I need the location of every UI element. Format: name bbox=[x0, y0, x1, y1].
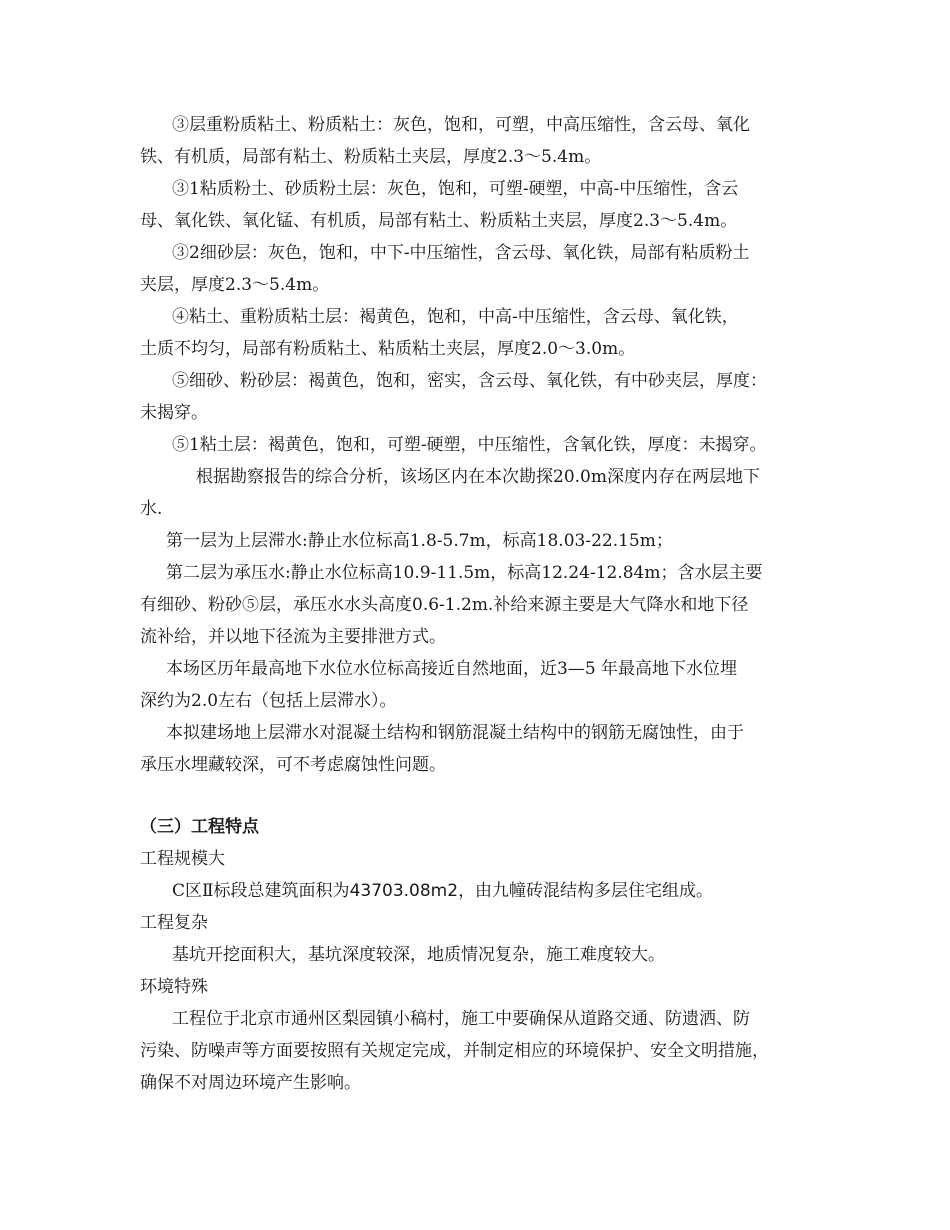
groundwater-layer2-line3: 流补给，并以地下径流为主要排泄方式。 bbox=[140, 627, 446, 647]
feature-env-line3: 确保不对周边环境产生影响。 bbox=[140, 1073, 361, 1093]
groundwater-history-line1: 本场区历年最高地下水位水位标高接近自然地面，近3—5 年最高地下水位埋 bbox=[166, 659, 738, 679]
groundwater-corrosion-line1: 本拟建场地上层滞水对混凝土结构和钢筋混凝土结构中的钢筋无腐蚀性，由于 bbox=[166, 723, 744, 743]
layer3-line2: 铁、有机质，局部有粘土、粉质粘土夹层，厚度2.3～5.4m。 bbox=[140, 147, 602, 167]
layer3-1-line1: ③1粘质粉土、砂质粉土层：灰色，饱和，可塑-硬塑，中高-中压缩性，含云 bbox=[172, 179, 739, 199]
feature-scale-suffix: ，由九幢砖混结构多层住宅组成。 bbox=[458, 881, 714, 901]
layer5-1-line1: ⑤1粘土层：褐黄色，饱和，可塑-硬塑，中压缩性，含氧化铁，厚度：未揭穿。 bbox=[172, 435, 767, 455]
feature-scale-text bbox=[172, 880, 713, 902]
layer3-1-line2: 母、氧化铁、氧化锰、有机质，局部有粘土、粉质粘土夹层，厚度2.3～5.4m。 bbox=[140, 211, 738, 231]
layer5-line1: ⑤细砂、粉砂层：褐黄色，饱和，密实，含云母、氧化铁，有中砂夹层，厚度： bbox=[172, 371, 767, 391]
layer3-2-line1: ③2细砂层：灰色，饱和，中下-中压缩性，含云母、氧化铁，局部有粘质粉土 bbox=[172, 243, 750, 263]
groundwater-layer2-line1: 第二层为承压水:静止水位标高10.9-11.5m，标高12.24-12.84m；含水层主要 bbox=[166, 563, 763, 583]
feature-scale-area: 43703.08m2 bbox=[349, 881, 459, 901]
layer3-2-line2: 夹层，厚度2.3～5.4m。 bbox=[140, 275, 330, 295]
groundwater-layer1: 第一层为上层滞水:静止水位标高1.8-5.7m，标高18.03-22.15m； bbox=[166, 531, 673, 551]
layer4-line1: ④粘土、重粉质粘土层：褐黄色，饱和，中高-中压缩性，含云母、氧化铁， bbox=[172, 307, 739, 327]
section-heading-features: （三）工程特点 bbox=[140, 817, 259, 837]
groundwater-intro-line2: 水. bbox=[140, 499, 163, 519]
feature-scale-title: 工程规模大 bbox=[140, 849, 225, 869]
feature-env-line1: 工程位于北京市通州区梨园镇小稿村，施工中要确保从道路交通、防遗洒、防 bbox=[172, 1009, 750, 1029]
feature-complex-title: 工程复杂 bbox=[140, 913, 208, 933]
feature-scale-prefix: C区Ⅱ标段总建筑面积为 bbox=[172, 881, 350, 901]
groundwater-history-line2: 深约为2.0左右（包括上层滞水）。 bbox=[140, 691, 397, 711]
layer5-line2: 未揭穿。 bbox=[140, 403, 208, 423]
layer4-line2: 土质不均匀，局部有粉质粘土、粘质粘土夹层，厚度2.0～3.0m。 bbox=[140, 339, 636, 359]
groundwater-layer2-line2: 有细砂、粉砂⑤层，承压水水头高度0.6-1.2m.补给来源主要是大气降水和地下径 bbox=[140, 595, 749, 615]
feature-env-line2: 污染、防噪声等方面要按照有关规定完成，并制定相应的环境保护、安全文明措施， bbox=[140, 1041, 769, 1061]
groundwater-intro-line1: 根据勘察报告的综合分析，该场区内在本次勘探20.0m深度内存在两层地下 bbox=[196, 467, 760, 487]
feature-env-title: 环境特殊 bbox=[140, 977, 208, 997]
layer3-line1: ③层重粉质粘土、粉质粘土：灰色，饱和，可塑，中高压缩性，含云母、氧化 bbox=[172, 115, 750, 135]
groundwater-corrosion-line2: 承压水埋藏较深，可不考虑腐蚀性问题。 bbox=[140, 755, 446, 775]
feature-complex-text: 基坑开挖面积大，基坑深度较深，地质情况复杂，施工难度较大。 bbox=[172, 945, 665, 965]
